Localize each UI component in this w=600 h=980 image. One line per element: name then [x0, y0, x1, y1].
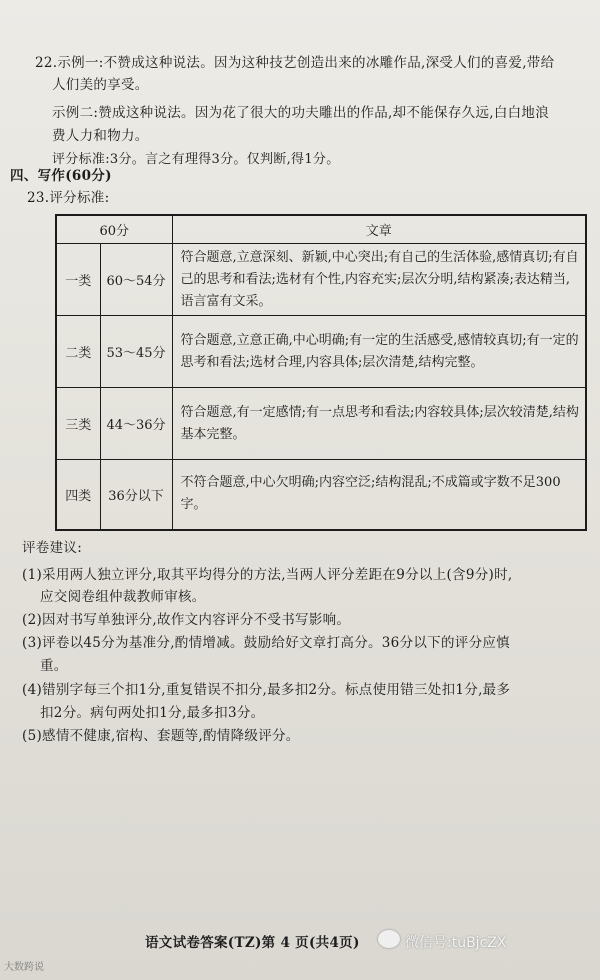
rubric-row	[56, 316, 586, 388]
rubric-row	[56, 388, 586, 460]
q22-example2: 示例二:赞成这种说法。因为花了很大的功夫雕出的作品,却不能保存久远,白白地浪	[52, 105, 550, 121]
rubric-category: 二类	[56, 316, 100, 388]
grading-advice-title: 评卷建议:	[22, 540, 83, 556]
q22-example2-continued: 费人力和物力。	[52, 128, 149, 144]
advice-item-3-continued: 重。	[40, 658, 68, 674]
rubric-description: 符合题意,有一定感情;有一点思考和看法;内容较具体;层次较清楚,结构基本完整。	[172, 388, 586, 460]
page-footer: 语文试卷答案(TZ)第 4 页(共4页)	[145, 935, 360, 951]
rubric-description: 符合题意,立意正确,中心明确;有一定的生活感受,感情较真切;有一定的思考和看法;选材合理,内容具体;层次清楚,结构完整。	[172, 316, 586, 388]
rubric-category: 一类	[56, 244, 100, 316]
rubric-score-range: 60～54分	[100, 244, 172, 316]
advice-item-3: (3)评卷以45分为基准分,酌情增减。鼓励给好文章打高分。36分以下的评分应慎	[22, 635, 510, 651]
rubric-score-range: 36分以下	[100, 460, 172, 530]
advice-item-4-continued: 扣2分。病句两处扣1分,最多扣3分。	[40, 705, 265, 721]
rubric-header-score: 60分	[56, 215, 172, 244]
rubric-description: 不符合题意,中心欠明确;内容空泛;结构混乱;不成篇或字数不足300字。	[172, 460, 586, 530]
advice-item-2: (2)因对书写单独评分,故作文内容评分不受书写影响。	[22, 612, 351, 628]
q22-example1: 22.示例一:不赞成这种说法。因为这种技艺创造出来的冰雕作品,深受人们的喜爱,带给	[35, 55, 555, 71]
q23-label: 23.评分标准:	[27, 190, 110, 206]
rubric-row	[56, 460, 586, 530]
rubric-category: 三类	[56, 388, 100, 460]
section-writing-title: 四、写作(60分)	[10, 168, 112, 184]
rubric-score-range: 53～45分	[100, 316, 172, 388]
rubric-category: 四类	[56, 460, 100, 530]
q22-example1-continued: 人们美的享受。	[52, 77, 149, 93]
q22-score-note: 评分标准:3分。言之有理得3分。仅判断,得1分。	[52, 152, 340, 167]
watermark-left: 大数跨说	[4, 962, 44, 973]
advice-item-5: (5)感情不健康,宿构、套题等,酌情降级评分。	[22, 728, 300, 744]
rubric-header-article: 文章	[172, 215, 586, 244]
rubric-row	[56, 244, 586, 316]
watermark-right: 微信号:tuBjcZX	[405, 935, 507, 951]
rubric-header-row	[56, 215, 586, 244]
rubric-score-range: 44～36分	[100, 388, 172, 460]
advice-item-1: (1)采用两人独立评分,取其平均得分的方法,当两人评分差距在9分以上(含9分)时,	[22, 567, 513, 583]
advice-item-4: (4)错别字每三个扣1分,重复错误不扣分,最多扣2分。标点使用错三处扣1分,最多	[22, 682, 511, 698]
rubric-description: 符合题意,立意深刻、新颖,中心突出;有自己的生活体验,感情真切;有自己的思考和看法;选材有个性,内容充实;层次分明,结构紧凑;表达精当,语言富有文采。	[172, 244, 586, 316]
scoring-rubric-table	[55, 214, 587, 531]
wechat-icon	[378, 930, 400, 948]
advice-item-1-continued: 应交阅卷组仲裁教师审核。	[40, 589, 206, 605]
